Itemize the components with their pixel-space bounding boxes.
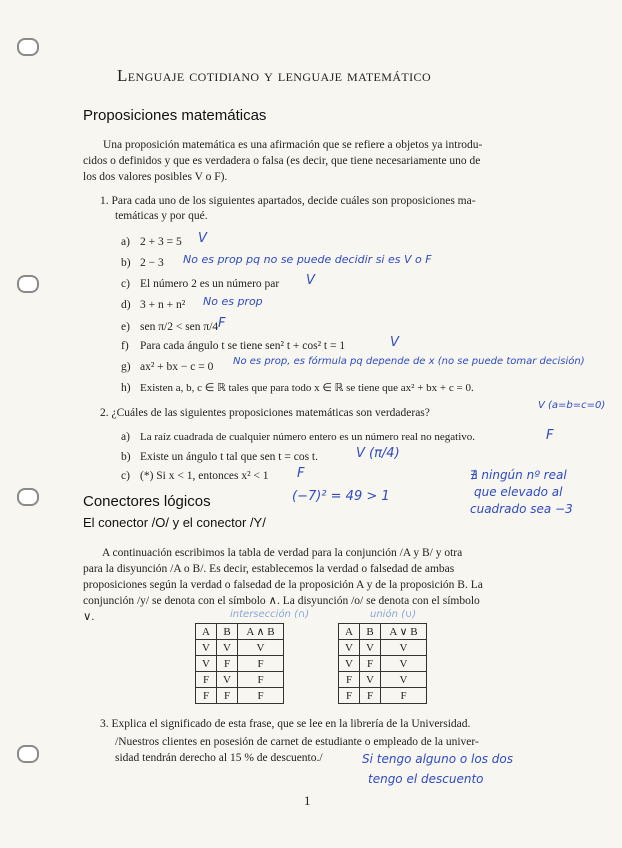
- item-h-label: h): [121, 382, 131, 394]
- q2-item-c-text: (*) Si x < 1, entonces x² < 1: [140, 470, 269, 482]
- table-cell: V: [217, 640, 238, 656]
- table-cell: V: [196, 640, 217, 656]
- item-b-text: 2 − 3: [140, 257, 164, 269]
- question-3-line-1: 3. Explica el significado de esta frase, que se lee en la librería de la Universidad.: [100, 718, 471, 730]
- q2-note-line-3: cuadrado sea −3: [470, 502, 573, 516]
- intro-line-3: los dos valores posibles V o F).: [83, 171, 228, 183]
- item-e-answer: F: [218, 316, 226, 331]
- disj-header-result: A ∨ B: [381, 624, 427, 640]
- table-cell: F: [381, 688, 427, 704]
- table-cell: V: [360, 640, 381, 656]
- connectors-para-line-4: conjunción /y/ se denota con el símbolo ∧. La disyunción /o/ se denota con el símbolo: [83, 595, 480, 607]
- item-c-text: El número 2 es un número par: [140, 278, 280, 290]
- q2-item-b-label: b): [121, 451, 131, 463]
- table-cell: F: [360, 656, 381, 672]
- item-g-label: g): [121, 361, 131, 373]
- table-cell: V: [381, 672, 427, 688]
- section-heading-connectors: Conectores lógicos: [83, 493, 211, 510]
- table-row: [196, 672, 284, 688]
- q2-item-c-answer: F: [297, 466, 305, 481]
- item-h-text: Existen a, b, c ∈ ℝ tales que para todo x ∈ ℝ se tiene que ax² + bx + c = 0.: [140, 382, 474, 394]
- binder-hole-bottom: [17, 745, 39, 763]
- item-d-answer: No es prop: [203, 295, 263, 308]
- item-e-text: sen π/2 < sen π/4: [140, 321, 219, 333]
- item-a-text: 2 + 3 = 5: [140, 236, 182, 248]
- page-title: Lenguaje cotidiano y lenguaje matemático: [117, 66, 432, 85]
- table-cell: F: [196, 688, 217, 704]
- disjunction-truth-table: [338, 623, 427, 704]
- item-a-label: a): [121, 236, 130, 248]
- item-a-answer: V: [198, 231, 207, 246]
- table-cell: V: [360, 672, 381, 688]
- item-g-text: ax² + bx − c = 0: [140, 361, 214, 373]
- table-cell: V: [217, 672, 238, 688]
- item-b-answer: No es prop pq no se puede decidir si es V o F: [183, 253, 432, 266]
- table-cell: F: [360, 688, 381, 704]
- section-heading-propositions: Proposiciones matemáticas: [83, 107, 267, 124]
- conjunction-note: intersección (∩): [230, 609, 310, 620]
- binder-hole-top: [17, 38, 39, 56]
- table-row: [339, 656, 427, 672]
- item-f-label: f): [121, 340, 129, 352]
- subheading-or-and: El conector /O/ y el conector /Y/: [83, 515, 266, 530]
- question-3-answer-line-1: Si tengo alguno o los dos: [362, 752, 514, 766]
- table-cell: F: [217, 656, 238, 672]
- item-b-label: b): [121, 257, 131, 269]
- q2-item-a-label: a): [121, 431, 130, 443]
- disj-header-a: A: [339, 624, 360, 640]
- question-3-line-3: sidad tendrán derecho al 15 % de descuento./: [115, 752, 323, 764]
- table-row: [339, 688, 427, 704]
- intro-line-1: Una proposición matemática es una afirmación que se refiere a objetos ya introdu-: [103, 139, 483, 151]
- table-cell: V: [381, 640, 427, 656]
- binder-hole-middle: [17, 275, 39, 293]
- item-f-text: Para cada ángulo t se tiene sen² t + cos² t = 1: [140, 340, 346, 352]
- connectors-para-line-1: A continuación escribimos la tabla de verdad para la conjunción /A y B/ y otra: [102, 547, 463, 559]
- page-number: 1: [304, 793, 311, 808]
- question-3-line-2: /Nuestros clientes en posesión de carnet de estudiante o empleado de la univer-: [115, 736, 479, 748]
- item-e-label: e): [121, 321, 130, 333]
- item-d-label: d): [121, 299, 131, 311]
- item-f-answer: V: [390, 335, 399, 350]
- table-cell: F: [238, 688, 284, 704]
- item-d-text: 3 + n + n²: [140, 299, 186, 311]
- connectors-para-line-5: ∨.: [83, 611, 95, 623]
- table-cell: V: [238, 640, 284, 656]
- item-c-label: c): [121, 278, 130, 290]
- intro-line-2: cidos o definidos y que es verdadera o falsa (es decir, que tiene necesariamente uno de: [83, 155, 481, 167]
- table-cell: V: [339, 656, 360, 672]
- disj-header-b: B: [360, 624, 381, 640]
- table-row: [339, 640, 427, 656]
- table-cell: F: [339, 672, 360, 688]
- q2-note-line-1: ∄ ningún nº real: [470, 468, 567, 482]
- conj-header-a: A: [196, 624, 217, 640]
- q2-item-c-label: c): [121, 470, 130, 482]
- table-row: [339, 672, 427, 688]
- table-cell: V: [339, 640, 360, 656]
- table-cell: V: [381, 656, 427, 672]
- table-cell: F: [217, 688, 238, 704]
- conjunction-truth-table: [195, 623, 284, 704]
- disjunction-note: unión (∪): [370, 609, 417, 620]
- question-2-line: 2. ¿Cuáles de las siguientes proposiciones matemáticas son verdaderas?: [100, 407, 430, 419]
- q2-calculation: (−7)² = 49 > 1: [292, 489, 390, 504]
- connectors-para-line-3: proposiciones según la verdad o falsedad de la proposición A y de la proposición B. La: [83, 579, 483, 591]
- conj-header-result: A ∧ B: [238, 624, 284, 640]
- table-cell: V: [196, 656, 217, 672]
- table-row: [196, 656, 284, 672]
- item-g-answer: No es prop, es fórmula pq depende de x (no se puede tomar decisión): [233, 356, 585, 367]
- binder-hole-lower: [17, 488, 39, 506]
- item-c-answer: V: [306, 273, 315, 288]
- q2-item-b-answer: V (π/4): [356, 446, 400, 461]
- q2-item-b-text: Existe un ángulo t tal que sen t = cos t.: [140, 451, 318, 463]
- table-row: [196, 688, 284, 704]
- table-cell: F: [238, 656, 284, 672]
- table-cell: F: [339, 688, 360, 704]
- question-1-line-1: 1. Para cada uno de los siguientes apartados, decide cuáles son proposiciones ma-: [100, 195, 476, 207]
- table-cell: F: [196, 672, 217, 688]
- q2-item-a-text: La raíz cuadrada de cualquier número entero es un número real no negativo.: [140, 431, 476, 443]
- table-cell: F: [238, 672, 284, 688]
- q2-note-line-2: que elevado al: [474, 485, 563, 499]
- conj-header-b: B: [217, 624, 238, 640]
- q2-item-a-answer: F: [546, 428, 554, 443]
- question-1-line-2: temáticas y por qué.: [115, 210, 208, 222]
- table-row: [196, 640, 284, 656]
- item-h-answer: V (a=b=c=0): [538, 400, 606, 411]
- question-3-answer-line-2: tengo el descuento: [368, 772, 484, 786]
- connectors-para-line-2: para la disyunción /A o B/. Es decir, establecemos la verdad o falsedad de ambas: [83, 563, 455, 575]
